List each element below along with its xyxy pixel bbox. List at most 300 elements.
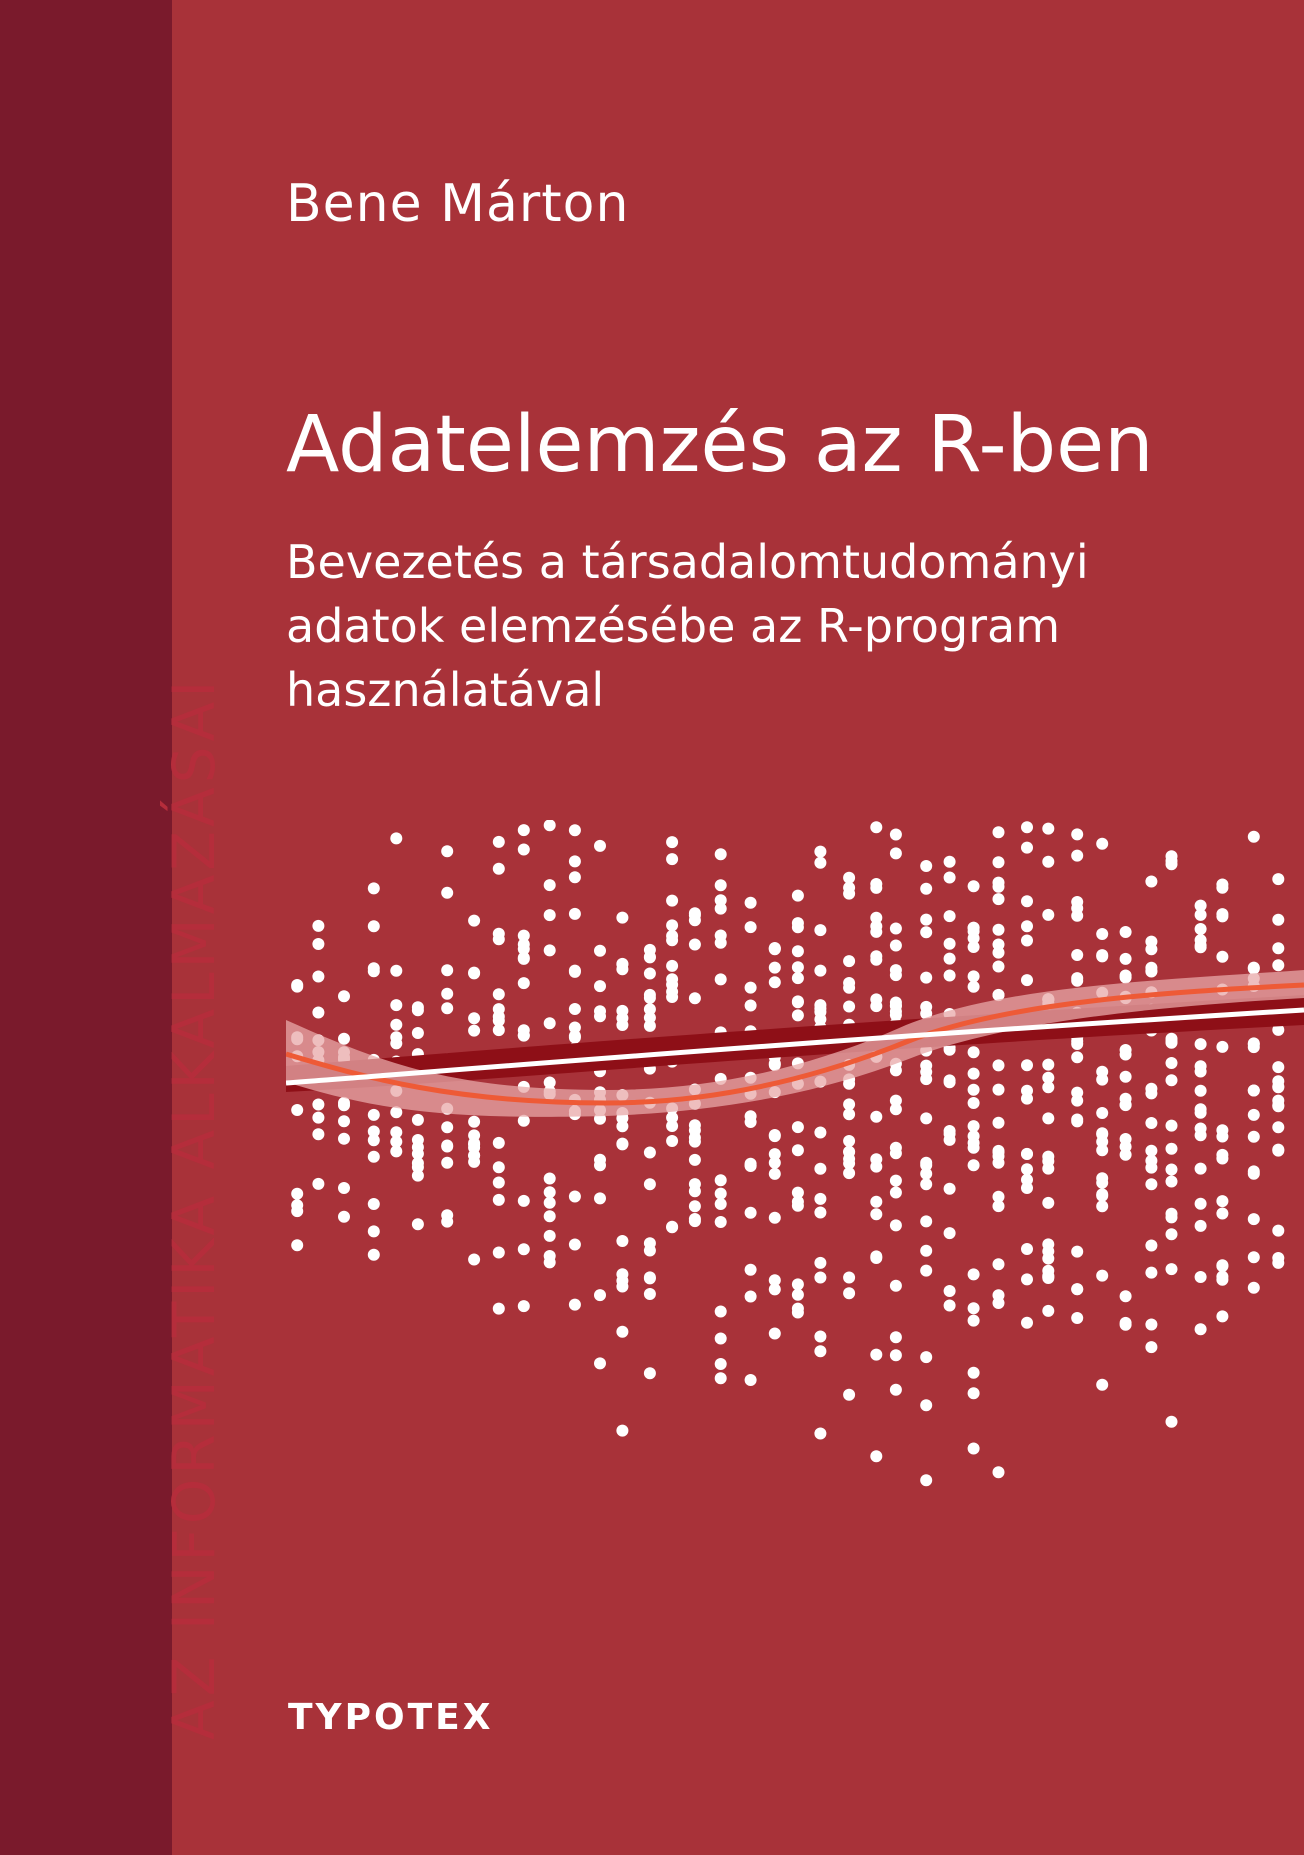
scatter-point — [1216, 951, 1228, 963]
scatter-point — [944, 1227, 956, 1239]
scatter-point — [1145, 1267, 1157, 1279]
scatter-point — [870, 912, 882, 924]
scatter-point — [594, 1357, 606, 1369]
scatter-point — [843, 955, 855, 967]
scatter-point — [1096, 1177, 1108, 1189]
scatter-point — [890, 1095, 902, 1107]
scatter-point — [312, 971, 324, 983]
scatter-point — [616, 1425, 628, 1437]
scatter-point — [616, 912, 628, 924]
scatter-point — [312, 1178, 324, 1190]
scatter-point — [468, 1150, 480, 1162]
scatter-point — [1071, 972, 1083, 984]
scatter-point — [1042, 1059, 1054, 1071]
scatter-point — [715, 1333, 727, 1345]
scatter-point — [1120, 1290, 1132, 1302]
scatter-point — [1021, 842, 1033, 854]
scatter-point — [843, 982, 855, 994]
scatter-point — [644, 1020, 656, 1032]
scatter-point — [792, 1187, 804, 1199]
scatter-point — [1195, 900, 1207, 912]
scatter-point — [870, 878, 882, 890]
scatter-point — [1272, 1121, 1284, 1133]
scatter-point — [338, 990, 350, 1002]
scatter-point — [468, 1139, 480, 1151]
scatter-point — [968, 1367, 980, 1379]
scatter-point — [920, 1474, 932, 1486]
scatter-point — [1166, 1211, 1178, 1223]
scatter-point — [1248, 1213, 1260, 1225]
scatter-point — [944, 872, 956, 884]
scatter-point — [312, 1112, 324, 1124]
scatter-point — [1021, 1243, 1033, 1255]
scatter-point — [616, 1138, 628, 1150]
scatter-point — [944, 856, 956, 868]
scatter-point — [1145, 1341, 1157, 1353]
scatter-point — [616, 1005, 628, 1017]
scatter-point — [843, 1167, 855, 1179]
scatter-point — [769, 943, 781, 955]
scatter-point — [544, 909, 556, 921]
scatter-point — [920, 1265, 932, 1277]
scatter-point — [468, 915, 480, 927]
scatter-point — [1166, 1074, 1178, 1086]
scatter-point — [441, 988, 453, 1000]
scatter-point — [1120, 1099, 1132, 1111]
scatter-point — [769, 962, 781, 974]
scatter-point — [1166, 1120, 1178, 1132]
scatter-point — [792, 1121, 804, 1133]
scatter-point — [569, 1239, 581, 1251]
scatter-point — [715, 937, 727, 949]
scatter-point — [968, 1068, 980, 1080]
scatter-point — [569, 965, 581, 977]
scatter-point — [1042, 823, 1054, 835]
scatter-point — [870, 1250, 882, 1262]
scatter-point — [1021, 1163, 1033, 1175]
scatter-point — [569, 1003, 581, 1015]
scatter-point — [1195, 1085, 1207, 1097]
scatter-point — [890, 940, 902, 952]
scatter-point — [1248, 1165, 1260, 1177]
scatter-point — [616, 963, 628, 975]
scatter-point — [468, 1116, 480, 1128]
scatter-point — [993, 961, 1005, 973]
scatter-point — [1195, 1038, 1207, 1050]
scatter-point — [769, 1148, 781, 1160]
scatter-point — [666, 991, 678, 1003]
scatter-point — [843, 888, 855, 900]
book-title: Adatelemzés az R-ben — [286, 400, 1154, 490]
scatter-point — [368, 920, 380, 932]
scatter-point — [968, 1137, 980, 1149]
scatter-point — [944, 910, 956, 922]
scatter-point — [870, 1450, 882, 1462]
scatter-point — [644, 951, 656, 963]
scatter-point — [666, 930, 678, 942]
scatter-point — [291, 1104, 303, 1116]
scatter-point — [968, 1084, 980, 1096]
scatter-point — [745, 1207, 757, 1219]
scatter-point — [689, 992, 701, 1004]
scatter-point — [814, 924, 826, 936]
scatter-point — [890, 847, 902, 859]
scatter-point — [792, 921, 804, 933]
scatter-point — [594, 1289, 606, 1301]
scatter-point — [870, 1196, 882, 1208]
scatter-point — [968, 1097, 980, 1109]
scatter-point — [843, 1098, 855, 1110]
scatter-point — [1195, 1323, 1207, 1335]
scatter-point — [1042, 1265, 1054, 1277]
scatter-point — [1195, 1123, 1207, 1135]
scatter-point — [569, 1032, 581, 1044]
scatter-point — [715, 848, 727, 860]
scatter-point — [644, 1237, 656, 1249]
scatter-point — [1071, 949, 1083, 961]
scatter-point — [594, 1005, 606, 1017]
scatter-point — [968, 1268, 980, 1280]
scatter-point — [666, 895, 678, 907]
scatter-point — [715, 894, 727, 906]
scatter-point — [666, 853, 678, 865]
scatter-point — [1071, 850, 1083, 862]
scatter-point — [1042, 856, 1054, 868]
scatter-point — [993, 1200, 1005, 1212]
scatter-point — [1195, 939, 1207, 951]
scatter-point — [843, 1135, 855, 1147]
scatter-point — [1042, 1163, 1054, 1175]
scatter-point — [291, 1199, 303, 1211]
scatter-point — [368, 965, 380, 977]
scatter-point — [920, 1399, 932, 1411]
scatter-point — [1071, 910, 1083, 922]
scatter-point — [993, 1297, 1005, 1309]
scatter-point — [890, 1175, 902, 1187]
scatter-point — [1096, 1379, 1108, 1391]
scatter-point — [644, 1178, 656, 1190]
scatter-point — [1195, 1163, 1207, 1175]
scatter-point — [493, 1161, 505, 1173]
scatter-point — [843, 1272, 855, 1284]
scatter-point — [1042, 1253, 1054, 1265]
scatter-point — [569, 908, 581, 920]
scatter-point — [1216, 1131, 1228, 1143]
scatter-point — [1145, 1319, 1157, 1331]
scatter-point — [468, 967, 480, 979]
scatter-point — [944, 953, 956, 965]
scatter-point — [920, 1178, 932, 1190]
scatter-point — [993, 939, 1005, 951]
scatter-point — [993, 924, 1005, 936]
book-subtitle — [286, 530, 1186, 722]
scatter-point — [689, 939, 701, 951]
scatter-point — [870, 1111, 882, 1123]
scatter-point — [769, 976, 781, 988]
scatter-point — [993, 1084, 1005, 1096]
scatter-point — [870, 926, 882, 938]
scatter-point — [1042, 1197, 1054, 1209]
scatter-point — [1071, 1246, 1083, 1258]
scatter-point — [920, 1168, 932, 1180]
scatter-point — [518, 943, 530, 955]
scatter-point — [312, 1099, 324, 1111]
scatter-point — [338, 1182, 350, 1194]
scatter-point — [1145, 1083, 1157, 1095]
scatter-point — [1042, 1081, 1054, 1093]
scatter-point — [944, 1125, 956, 1137]
scatter-point — [518, 977, 530, 989]
scatter-point — [518, 1024, 530, 1036]
scatter-point — [890, 1142, 902, 1154]
scatter-point — [493, 836, 505, 848]
author-name: Bene Márton — [286, 174, 630, 234]
scatter-point — [1021, 1093, 1033, 1105]
subtitle-line-2: adatok elemzésébe az R-program — [286, 599, 1061, 653]
scatter-point — [814, 1272, 826, 1284]
scatter-point — [616, 1019, 628, 1031]
scatter-point — [1216, 882, 1228, 894]
scatter-point — [569, 824, 581, 836]
scatter-point — [843, 1287, 855, 1299]
scatter-point — [1272, 914, 1284, 926]
scatter-point — [666, 973, 678, 985]
scatter-point — [338, 1115, 350, 1127]
scatter-point — [1272, 1144, 1284, 1156]
scatter-point — [890, 923, 902, 935]
subtitle-line-1: Bevezetés a társadalomtudományi — [286, 535, 1089, 589]
scatter-point — [792, 961, 804, 973]
scatter-point — [312, 1128, 324, 1140]
scatter-point — [920, 1001, 932, 1013]
scatter-point — [689, 1185, 701, 1197]
scatter-point — [1021, 935, 1033, 947]
scatter-point — [1195, 923, 1207, 935]
scatter-point — [1071, 1087, 1083, 1099]
scatter-point — [814, 1127, 826, 1139]
scatter-point — [792, 1144, 804, 1156]
scatter-point — [390, 1019, 402, 1031]
scatter-point — [1021, 1059, 1033, 1071]
scatter-point — [715, 1216, 727, 1228]
scatter-point — [390, 1031, 402, 1043]
scatter-point — [968, 1387, 980, 1399]
scatter-point — [968, 880, 980, 892]
scatter-point — [1096, 928, 1108, 940]
scatter-point — [441, 1157, 453, 1169]
scatter-point — [493, 933, 505, 945]
series-title: AZ INFORMATIKA ALKALMAZÁSAI — [160, 676, 228, 1740]
scatter-point — [1272, 1095, 1284, 1107]
scatter-point — [1248, 1109, 1260, 1121]
scatter-point — [544, 820, 556, 831]
scatter-point — [968, 932, 980, 944]
scatter-points — [291, 820, 1284, 1486]
scatter-point — [1096, 838, 1108, 850]
scatter-point — [1021, 895, 1033, 907]
scatter-point — [993, 1466, 1005, 1478]
scatter-point — [441, 1002, 453, 1014]
scatter-point — [493, 1177, 505, 1189]
scatter-point — [544, 944, 556, 956]
scatter-point — [745, 1291, 757, 1303]
scatter-point — [518, 1243, 530, 1255]
scatter-point — [968, 1315, 980, 1327]
scatter-point — [993, 826, 1005, 838]
scatter-point — [544, 1210, 556, 1222]
scatter-point — [920, 1073, 932, 1085]
scatter-point — [715, 1174, 727, 1186]
scatter-point — [920, 1060, 932, 1072]
scatter-point — [493, 1024, 505, 1036]
scatter-point — [412, 1001, 424, 1013]
scatter-point — [745, 982, 757, 994]
scatter-point — [1248, 963, 1260, 975]
scatter-point — [338, 1099, 350, 1111]
scatter-point — [1042, 1305, 1054, 1317]
scatter-point — [412, 1114, 424, 1126]
scatter-point — [493, 1194, 505, 1206]
scatter-point — [518, 1300, 530, 1312]
scatter-point — [792, 945, 804, 957]
scatter-point — [1120, 1319, 1132, 1331]
spine-band — [0, 0, 172, 1855]
scatter-point — [1145, 1117, 1157, 1129]
scatter-point — [689, 1215, 701, 1227]
scatter-point — [1166, 1263, 1178, 1275]
scatter-point — [870, 821, 882, 833]
scatter-point — [792, 972, 804, 984]
scatter-point — [814, 1193, 826, 1205]
scatter-point — [1021, 1174, 1033, 1186]
scatter-point — [1021, 920, 1033, 932]
scatter-point — [745, 1264, 757, 1276]
scatter-point — [544, 1186, 556, 1198]
scatter-point — [843, 1001, 855, 1013]
scatter-point — [1042, 1112, 1054, 1124]
scatter-point — [814, 965, 826, 977]
scatter-point — [792, 1289, 804, 1301]
scatter-point — [493, 1247, 505, 1259]
scatter-point — [1145, 1240, 1157, 1252]
scatter-point — [1071, 828, 1083, 840]
scatter-point — [890, 1384, 902, 1396]
scatter-point — [814, 857, 826, 869]
scatter-point — [1248, 831, 1260, 843]
scatter-point — [1120, 926, 1132, 938]
scatter-point — [1120, 1149, 1132, 1161]
scatter-point — [968, 1443, 980, 1455]
scatter-point — [993, 893, 1005, 905]
scatter-point — [814, 1163, 826, 1175]
scatter-point — [944, 970, 956, 982]
scatter-point — [368, 882, 380, 894]
scatter-point — [368, 1126, 380, 1138]
scatter-point — [1021, 974, 1033, 986]
scatter-point — [870, 1153, 882, 1165]
scatter-point — [843, 872, 855, 884]
scatter-point — [666, 836, 678, 848]
scatter-point — [890, 964, 902, 976]
scatter-point — [1145, 962, 1157, 974]
scatter-point — [689, 1200, 701, 1212]
scatter-point — [920, 860, 932, 872]
scatter-point — [745, 897, 757, 909]
scatter-point — [594, 1192, 606, 1204]
scatter-point — [1166, 858, 1178, 870]
scatter-point — [968, 1046, 980, 1058]
scatter-point — [594, 945, 606, 957]
scatter-point — [769, 1129, 781, 1141]
scatter-point — [944, 1285, 956, 1297]
scatter-point — [769, 1212, 781, 1224]
scatter-point — [666, 1120, 678, 1132]
scatter-point — [368, 1225, 380, 1237]
scatter-point — [745, 921, 757, 933]
scatter-point — [1120, 1071, 1132, 1083]
scatter-point — [544, 1173, 556, 1185]
scatter-point — [644, 1271, 656, 1283]
scatter-point — [769, 1274, 781, 1286]
scatter-point — [870, 1349, 882, 1361]
scatter-point — [338, 1133, 350, 1145]
scatter-point — [745, 1116, 757, 1128]
scatter-point — [1096, 1200, 1108, 1212]
scatter-point — [769, 1328, 781, 1340]
subtitle-line-3: használatával — [286, 663, 605, 717]
scatter-point — [689, 1154, 701, 1166]
scatter-point — [1272, 959, 1284, 971]
scatter-point — [1248, 1251, 1260, 1263]
scatter-point — [412, 1218, 424, 1230]
scatter-point — [1071, 1312, 1083, 1324]
scatter-point — [569, 1299, 581, 1311]
scatter-point — [1166, 1164, 1178, 1176]
scatter-point — [616, 1326, 628, 1338]
scatter-point — [993, 1117, 1005, 1129]
scatter-point — [870, 954, 882, 966]
scatter-point — [468, 1254, 480, 1266]
scatter-point — [890, 1064, 902, 1076]
scatter-point — [993, 856, 1005, 868]
scatter-point — [968, 1120, 980, 1132]
scatter-point — [493, 1137, 505, 1149]
scatter-point — [1120, 953, 1132, 965]
scatter-point — [689, 1136, 701, 1148]
scatter-point — [814, 1345, 826, 1357]
scatter-point — [814, 1207, 826, 1219]
scatter-point — [644, 1288, 656, 1300]
scatter-point — [814, 1257, 826, 1269]
scatter-point — [312, 938, 324, 950]
scatter-point — [1166, 1035, 1178, 1047]
scatter-point — [920, 1215, 932, 1227]
scatter-point — [1195, 1220, 1207, 1232]
scatter-point — [944, 1300, 956, 1312]
scatter-point — [1071, 1114, 1083, 1126]
scatter-point — [715, 1372, 727, 1384]
scatter-point — [843, 1389, 855, 1401]
scatter-point — [944, 1076, 956, 1088]
scatter-point — [616, 1235, 628, 1247]
scatter-point — [715, 1306, 727, 1318]
scatter-point — [644, 968, 656, 980]
scatter-point — [792, 1278, 804, 1290]
scatter-point — [920, 926, 932, 938]
scatter-point — [468, 1012, 480, 1024]
scatter-point — [689, 909, 701, 921]
publisher-logo: TYPOTEX — [288, 1697, 494, 1738]
